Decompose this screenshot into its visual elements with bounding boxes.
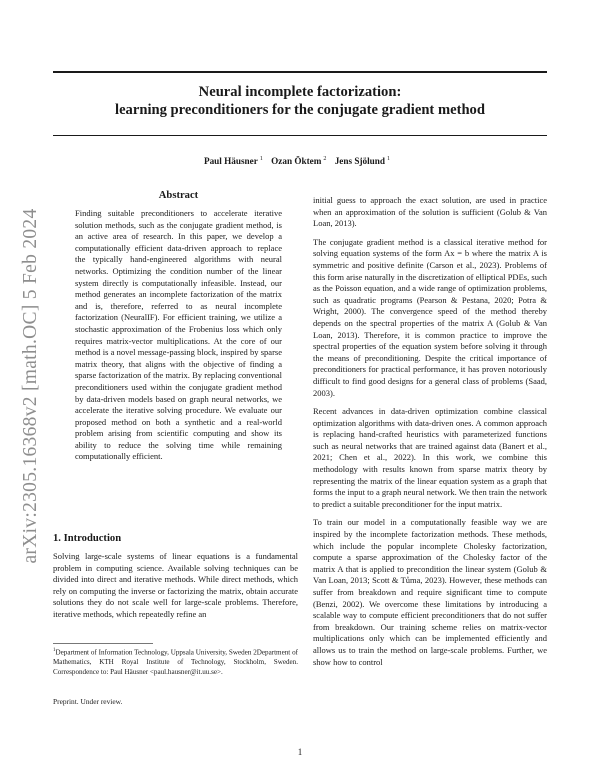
author-name: Ozan Öktem bbox=[271, 156, 322, 167]
title-line-1: Neural incomplete factorization: bbox=[198, 84, 402, 100]
affiliation-footnote bbox=[53, 646, 298, 677]
abstract-heading: Abstract bbox=[158, 190, 199, 201]
arxiv-stamp bbox=[18, 196, 44, 576]
author-affiliation: 2 bbox=[323, 156, 327, 162]
paper-title bbox=[53, 84, 547, 119]
paragraph: initial guess to approach the exact solution, are used in practice when an approximation of the solution is sufficient (Golub & Van Loan, 2013). bbox=[313, 195, 547, 229]
footnote-mark: 1 bbox=[53, 648, 56, 653]
author-affiliation: 1 bbox=[387, 156, 391, 162]
author-name: Jens Sjölund bbox=[334, 156, 386, 167]
footnote-text: Department of Information Technology, Uppsala University, Sweden 2Department of Mathematics, KTH Royal Institute of Technology, Stockholm, Sweden. Correspondence to: Paul Häusner <paul.hausner@it.uu.se>. bbox=[53, 648, 298, 676]
arxiv-stamp-text: arXiv:2305.16368v2 [math.OC] 5 Feb 2024 bbox=[20, 208, 41, 564]
section-heading-introduction: 1. Introduction bbox=[53, 533, 122, 544]
right-column bbox=[313, 195, 547, 675]
paragraph: To train our model in a computationally feasible way we are inspired by the incomplete factorization methods. These methods, which include the popular incomplete Cholesky factorization, compute a sparse approximation of the Cholesky factor of the matrix A that is applied to precondition the linear system (Golub & Van Loan, 2013; Scott & Tůma, 2023). However, these methods can suffer from breakdown and require significant time to compute (Benzi, 2002). We overcome these limitations by introducing a scalable way to compute efficient preconditioners that do not suffer from breakdown. Our training scheme relies on matrix-vector multiplications only which can be implemented efficiently and allows us to train the method on large-scale problems. Further, we show how to control bbox=[313, 517, 547, 667]
introduction-text: Solving large-scale systems of linear equations is a fundamental problem in computing science. Available solving techniques can be divided into direct and iterative methods. While direct methods, which rely on computing the inverse or factorizing the matrix, obtain accurate solutions they do not scale well for large-scale problems. Therefore, iterative methods, which repeatedly refine an bbox=[53, 551, 298, 619]
title-rule-bottom bbox=[53, 135, 547, 136]
author-name: Paul Häusner bbox=[203, 156, 258, 167]
paragraph: Recent advances in data-driven optimization combine classical optimization algorithms with data-driven ones. A common approach is replacing hand-crafted heuristics with parameterized functions such as neural networks that are trained against data (Banert et al., 2021; Chen et al., 2022). In this work, we combine this methodology with results known from sparse matrix theory by representing the matrix of the linear equation system as a graph that forms the input to a graph neural network. We then train the network to predict a suitable preconditioner for the input matrix. bbox=[313, 406, 547, 509]
page-number: 1 bbox=[297, 747, 303, 757]
paragraph: The conjugate gradient method is a classical iterative method for solving equation systems of the form Ax = b where the matrix A is symmetric and positive definite (Carson et al., 2023). Problems of this form arise naturally in the discretization of elliptical PDEs, such as the Poisson equation, and a wide range of optimization problems, such as quadratic programs (Pearson & Pestana, 2020; Potra & Wright, 2000). The convergence speed of the method thereby depends on the spectral properties of the matrix A (Golub & Van Loan, 2013). Therefore, it is common practice to improve the spectral properties of the equation system before solving it through the means of preconditioning. Despite the critical importance of preconditioners for practical performance, it has proven notoriously difficult to find good designs for a general class of problems (Saad, 2003). bbox=[313, 236, 547, 398]
preprint-note: Preprint. Under review. bbox=[53, 697, 123, 706]
abstract-text: Finding suitable preconditioners to accelerate iterative solution methods, such as the conjugate gradient method, is an active area of research. In this paper, we develop a computationally efficient data-driven approach to replace the typically hand-engineered algorithms with neural networks. Optimizing the condition number of the linear system directly is computationally infeasible. Instead, our method generates an incomplete factorization of the matrix and is, therefore, referred to as neural incomplete factorization (NeuralIF). For efficient training, we utilize a stochastic approximation of the Frobenius loss which only requires matrix-vector multiplications. At the core of our method is a novel message-passing block, inspired by sparse matrix theory, that aligns with the objective of finding a sparse factorization of the matrix. By replacing conventional preconditioners used within the conjugate gradient method by data-driven models based on graph neural networks, we accelerate the iterative solving procedure. We evaluate our proposed method on both a synthetic and a real-world problem arising from scientific computing and show its ability to reduce the solving time while remaining computationally efficient. bbox=[75, 208, 282, 462]
author-affiliation: 1 bbox=[259, 156, 263, 162]
title-line-2: learning preconditioners for the conjugate gradient method bbox=[115, 101, 485, 118]
title-rule-top bbox=[53, 71, 547, 73]
footnote-rule bbox=[53, 643, 153, 644]
author-list bbox=[53, 156, 547, 166]
